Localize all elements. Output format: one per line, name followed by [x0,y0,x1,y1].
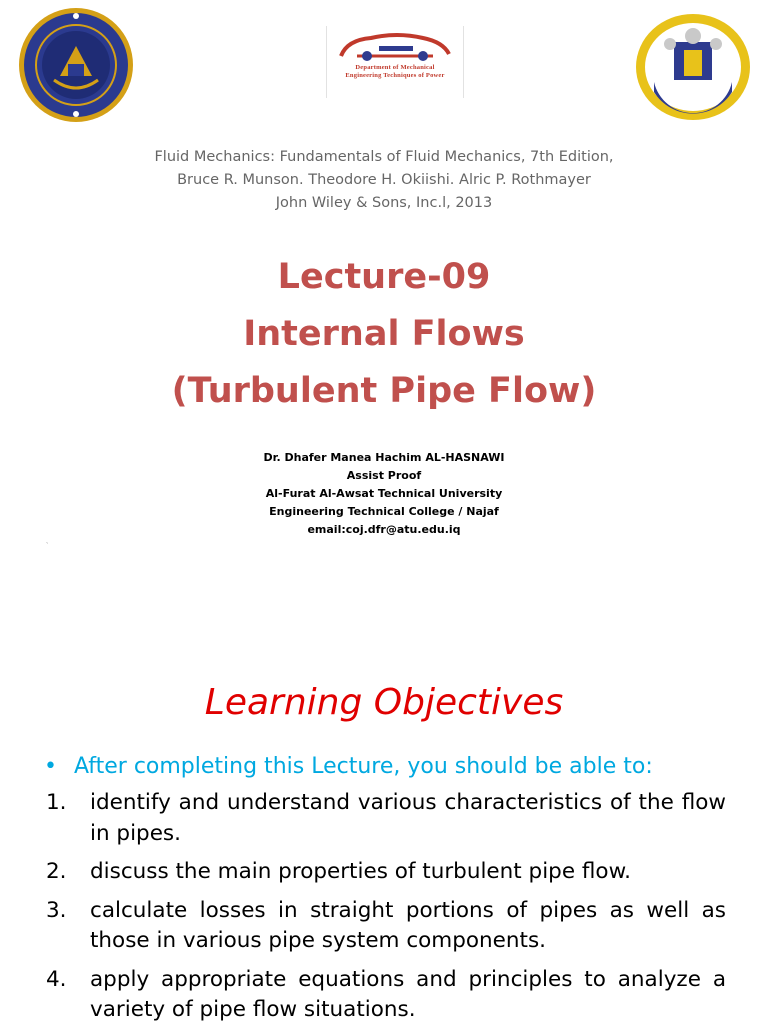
textbook-reference [0,146,768,215]
list-item-text: identify and understand various characteristics of the flow in pipes. [90,790,726,846]
list-item-number: 2. [46,859,67,884]
list-item-number: 1. [46,790,67,815]
lecture-number: Lecture-09 [277,257,491,297]
author-name: Dr. Dhafer Manea Hachim AL-HASNAWI [263,451,505,464]
author-info [0,449,768,539]
lecture-subtopic: (Turbulent Pipe Flow) [171,371,597,411]
author-university: Al-Furat Al-Awsat Technical University [265,487,503,500]
college-emblem-icon [634,12,752,122]
author-college: Engineering Technical College / Najaf [269,505,499,518]
list-item [46,965,726,1026]
author-position: Assist Proof [346,469,422,482]
department-name-line1: Department of Mechanical [355,64,435,71]
lecture-title [0,249,768,420]
lecture-topic: Internal Flows [243,314,525,354]
list-item-number: 4. [46,966,67,992]
stray-mark: ˋ [46,543,49,550]
car-wrench-icon [327,26,463,66]
reference-line-3: John Wiley & Sons, Inc.l, 2013 [275,195,493,211]
list-item-number: 3. [46,897,67,923]
objectives-intro-text: After completing this Lecture, you should be able to: [74,754,653,779]
list-item [46,896,726,957]
bullet-dot: • [44,754,57,779]
list-item [46,788,726,849]
reference-line-2: Bruce R. Munson. Theodore H. Okiishi. Alric P. Rothmayer [177,172,591,188]
objectives-heading: Learning Objectives [204,682,564,723]
reference-line-1: Fluid Mechanics: Fundamentals of Fluid Mechanics, 7th Edition, [154,149,614,165]
author-email: email:coj.dfr@atu.edu.iq [307,523,461,536]
objectives-slide [0,600,768,1024]
list-item-text: apply appropriate equations and principles to analyze a variety of pipe flow situations. [90,966,726,1022]
department-logo [326,26,464,98]
department-name-line2: Engineering Techniques of Power [345,72,445,79]
objectives-list [46,788,726,1034]
list-item-text: calculate losses in straight portions of pipes as well as those in various pipe system components. [90,897,726,953]
university-seal-icon [16,6,136,124]
list-item-text: discuss the main properties of turbulent pipe flow. [90,859,632,884]
list-item [46,857,726,888]
objectives-intro [44,752,744,782]
